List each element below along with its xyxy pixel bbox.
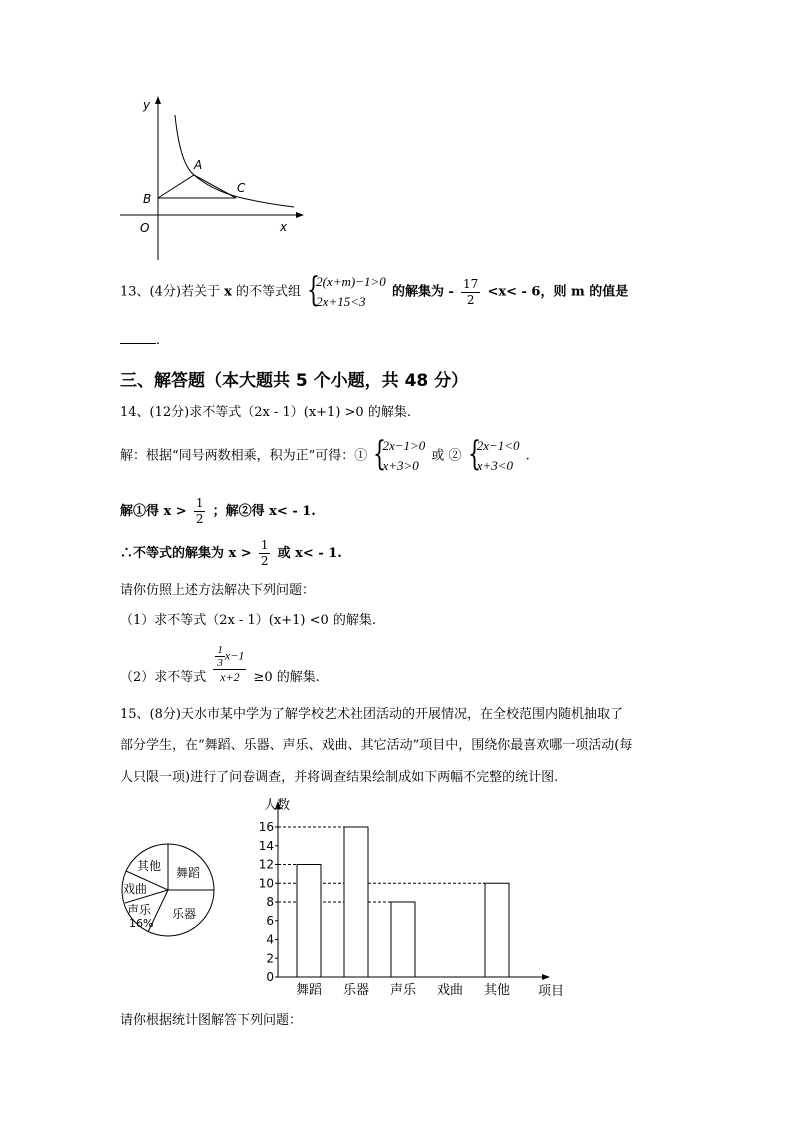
category-label: 戏曲 (436, 983, 464, 998)
y-tick-label: 2 (266, 951, 274, 966)
q14-system-2 (468, 436, 520, 476)
pie-label-vocal: 声乐 (127, 903, 152, 917)
q14-concl-fraction (259, 538, 271, 569)
q14-sol-prefix: 解：根据“同号两数相乘，积为正”可得：① (120, 448, 368, 464)
q15-footer: 请你根据统计图解答下列问题： (120, 1013, 303, 1028)
q13-eq2: 2x+15<3 (316, 294, 366, 309)
y-tick-label: 6 (266, 913, 274, 928)
q14-part2-numerator (213, 644, 246, 670)
q14-step-a2: ；解②得 x< - 1. (212, 504, 316, 519)
q13-prefix: 13、(4分)若关于 (120, 284, 220, 300)
point-b-label: B (143, 192, 152, 206)
category-label: 声乐 (389, 983, 417, 998)
q13-mid: 的不等式组 (236, 284, 302, 300)
y-axis-arrow (155, 96, 161, 104)
q14-half-num: 1 (195, 496, 204, 510)
pie-chart (118, 840, 218, 940)
pie-label-instrument: 乐器 (172, 907, 197, 921)
q13-var: x (224, 284, 232, 300)
q14-sys2-row1: 2x−1<0 (476, 438, 520, 453)
q14-or: 或 ② (431, 448, 462, 464)
brace-icon: { (373, 434, 387, 474)
q14-solution (120, 436, 530, 476)
q14-inner-fraction (215, 644, 225, 669)
q14-concl-den: 2 (260, 554, 269, 568)
point-a-label: A (194, 158, 203, 172)
bar-4 (485, 883, 509, 977)
pie-label-opera: 戏曲 (123, 882, 148, 896)
q13-after2: <x< - 6，则 m 的值是 (487, 284, 629, 300)
q13-system (307, 272, 386, 312)
q14-sys2-row2: x+3<0 (476, 458, 514, 473)
q14-part2-den: x+2 (220, 670, 240, 684)
triangle-abc (158, 175, 236, 198)
q14-step-a1: 解①得 x > (120, 504, 187, 519)
q15-line3: 人只限一项)进行了问卷调查，并将调查结果绘制成如下两幅不完整的统计图. (120, 770, 559, 785)
q14-concl-b: 或 x< - 1. (277, 546, 342, 561)
q13-end: . (156, 333, 161, 348)
y-tick-label: 8 (266, 895, 274, 909)
q14-half-fraction (194, 496, 206, 527)
y-tick-label: 16 (258, 820, 274, 834)
q15-line2: 部分学生，在“舞蹈、乐器、声乐、戏曲、其它活动”项目中，围绕你最喜欢哪一项活动(每 (120, 738, 633, 753)
origin-label: O (140, 221, 150, 235)
y-tick-label: 0 (266, 970, 274, 984)
category-label: 舞蹈 (295, 983, 323, 998)
q14-inner-num: 1 (217, 644, 223, 656)
q12-graph (118, 95, 308, 265)
q14-instruct: 请你仿照上述方法解决下列问题： (120, 583, 316, 598)
y-tick-label: 12 (258, 857, 274, 872)
bar-ticks (259, 820, 278, 984)
q13-frac-num: 17 (463, 276, 479, 291)
section-heading: 三、解答题（本大题共 5 个小题，共 48 分） (120, 371, 469, 391)
bar-categories (296, 982, 510, 998)
q14-system-1 (373, 436, 425, 476)
q13-frac-den: 2 (466, 292, 475, 307)
q14-part2-b: ≥0 的解集. (253, 670, 320, 685)
answer-blank[interactable] (120, 343, 156, 344)
category-label: 乐器 (342, 983, 370, 998)
q14-part2-fraction (213, 644, 246, 685)
q13-fraction (461, 277, 480, 308)
q13-eq1: 2(x+m)−1>0 (316, 274, 386, 289)
q14-title: 14、(12分)求不等式（2x - 1）(x+1) >0 的解集. (120, 405, 411, 420)
q14-concl-a: ∴不等式的解集为 x > (120, 546, 252, 561)
q14-sol-end: . (525, 448, 530, 464)
q13-after: 的解集为 - (391, 284, 454, 300)
bar-0 (297, 865, 321, 978)
pie-label-dance: 舞蹈 (176, 866, 201, 880)
q14-sys1-row1: 2x−1>0 (382, 438, 426, 453)
hyperbola-curve (175, 115, 294, 207)
bar-chart (248, 795, 578, 1000)
q14-sys1-row2: x+3>0 (382, 458, 419, 473)
pie-label-other: 其他 (137, 859, 162, 873)
bar-x-label: 项目 (538, 984, 565, 999)
bar-x-arrow (542, 974, 550, 980)
q14-part2-num-rest: x−1 (224, 648, 245, 663)
brace-icon: { (307, 270, 321, 310)
q15-line1: 15、(8分)天水市某中学为了解学校艺术社团活动的开展情况，在全校范围内随机抽取了 (120, 707, 623, 722)
bar-2 (391, 902, 415, 977)
y-tick-label: 10 (258, 876, 274, 891)
q14-conclusion (120, 538, 342, 569)
q14-inner-den: 3 (217, 657, 223, 669)
pie-label-percent: 16% (129, 917, 154, 930)
q13-answer-line (120, 332, 160, 350)
x-axis-arrow (296, 212, 304, 218)
q14-part2-a: （2）求不等式 (120, 670, 207, 685)
axis-x-label: x (280, 220, 288, 234)
brace-icon: { (467, 434, 481, 474)
q14-step (120, 496, 316, 527)
y-tick-label: 14 (258, 838, 274, 853)
q13-text (120, 272, 628, 312)
bar-1 (344, 827, 368, 977)
q14-half-den: 2 (195, 512, 204, 526)
point-c-label: C (237, 181, 246, 195)
axis-y-label: y (143, 98, 151, 112)
q14-part1: （1）求不等式（2x - 1）(x+1) <0 的解集. (120, 613, 377, 628)
bar-y-label: 人数 (264, 798, 291, 813)
y-tick-label: 4 (266, 932, 274, 947)
category-label: 其他 (483, 983, 511, 998)
q14-part2 (120, 644, 320, 685)
q14-concl-num: 1 (260, 538, 269, 552)
